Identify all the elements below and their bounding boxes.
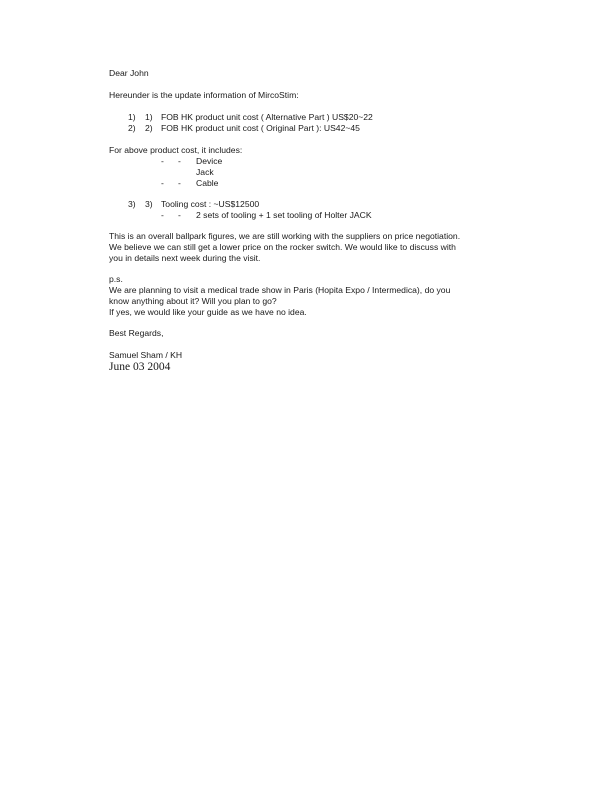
ps-line: know anything about it? Will you plan to go? bbox=[109, 296, 277, 306]
list-number: 3) bbox=[145, 199, 153, 209]
bullet-dash: - bbox=[178, 210, 181, 220]
list-number: 2) bbox=[145, 123, 153, 133]
bullet-dash: - bbox=[161, 210, 164, 220]
ps-label: p.s. bbox=[109, 274, 123, 284]
list-item-text: FOB HK product unit cost ( Original Part ): US42~45 bbox=[161, 123, 360, 133]
list-number: 1) bbox=[128, 112, 136, 122]
list-number: 2) bbox=[128, 123, 136, 133]
letter-date: June 03 2004 bbox=[109, 361, 171, 373]
intro-line: Hereunder is the update information of MircoStim: bbox=[109, 90, 299, 100]
list-number: 1) bbox=[145, 112, 153, 122]
list-item-text: FOB HK product unit cost ( Alternative Part ) US$20~22 bbox=[161, 112, 373, 122]
signature-name: Samuel Sham / KH bbox=[109, 350, 183, 360]
body-paragraph-line: We believe we can still get a lower price on the rocker switch. We would like to discuss with bbox=[109, 242, 456, 252]
body-paragraph-line: you in details next week during the visit. bbox=[109, 253, 261, 263]
bullet-dash: - bbox=[178, 156, 181, 166]
sub-list-text: Cable bbox=[196, 178, 219, 188]
list-number: 3) bbox=[128, 199, 136, 209]
ps-line: If yes, we would like your guide as we have no idea. bbox=[109, 307, 307, 317]
bullet-dash: - bbox=[178, 178, 181, 188]
list-item-text: Tooling cost : ~US$12500 bbox=[161, 199, 260, 209]
bullet-dash: - bbox=[161, 178, 164, 188]
cost-heading: For above product cost, it includes: bbox=[109, 145, 243, 155]
ps-line: We are planning to visit a medical trade show in Paris (Hopita Expo / Intermedica), do you bbox=[109, 285, 451, 295]
sub-list-text: Jack bbox=[196, 167, 214, 177]
bullet-dash: - bbox=[161, 156, 164, 166]
body-paragraph-line: This is an overall ballpark figures, we are still working with the suppliers on price negotiation. bbox=[109, 231, 461, 241]
sub-list-text: 2 sets of tooling + 1 set tooling of Holter JACK bbox=[196, 210, 372, 220]
closing: Best Regards, bbox=[109, 328, 164, 338]
sub-list-text: Device bbox=[196, 156, 223, 166]
salutation: Dear John bbox=[109, 68, 149, 78]
